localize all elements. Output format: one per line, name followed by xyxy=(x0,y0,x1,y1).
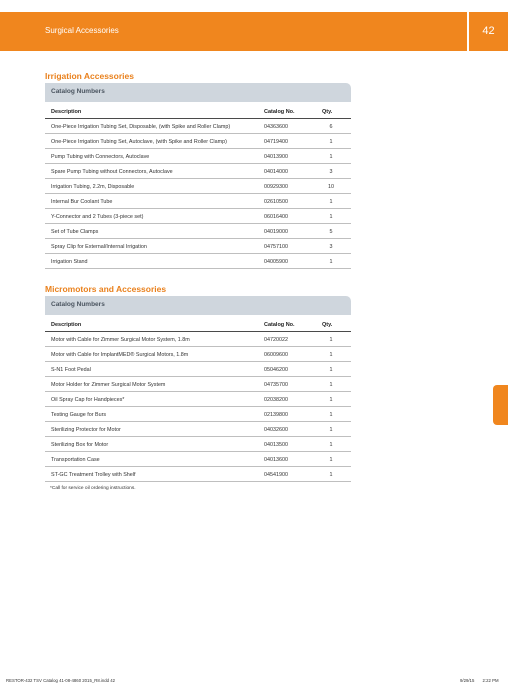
row-description: One-Piece Irrigation Tubing Set, Disposable, (with Spike and Roller Clamp) xyxy=(51,124,231,130)
col-catalog: Catalog No. xyxy=(264,109,295,115)
col-qty: Qty. xyxy=(322,109,333,115)
row-quantity: 1 xyxy=(329,382,333,388)
footer-timestamp xyxy=(460,678,499,683)
table-row xyxy=(45,452,351,467)
catalog-numbers-band xyxy=(45,83,351,102)
footer-time: 2:22 PM xyxy=(482,678,499,683)
row-description: Motor Holder for Zimmer Surgical Motor System xyxy=(51,382,166,388)
row-description: Spray Clip for External/Internal Irrigation xyxy=(51,244,147,250)
row-catalog-number: 04719400 xyxy=(264,139,288,145)
catalog-numbers-band xyxy=(45,296,351,315)
row-description: Oil Spray Cap for Handpieces* xyxy=(51,397,125,403)
table-row xyxy=(45,347,351,362)
page-number-box xyxy=(469,12,508,51)
row-quantity: 1 xyxy=(329,472,333,478)
table-row xyxy=(45,164,351,179)
row-quantity: 1 xyxy=(329,427,333,433)
table-row xyxy=(45,149,351,164)
col-catalog: Catalog No. xyxy=(264,322,295,328)
table-row xyxy=(45,134,351,149)
row-catalog-number: 04013500 xyxy=(264,442,288,448)
row-quantity: 3 xyxy=(329,169,333,175)
row-description: Internal Bur Coolant Tube xyxy=(51,199,113,205)
band-label: Catalog Numbers xyxy=(51,301,105,308)
row-catalog-number: 04032600 xyxy=(264,427,288,433)
row-catalog-number: 06016400 xyxy=(264,214,288,220)
row-description: Spare Pump Tubing without Connectors, Autoclave xyxy=(51,169,173,175)
row-catalog-number: 04019000 xyxy=(264,229,288,235)
row-quantity: 1 xyxy=(329,352,333,358)
row-description: Irrigation Stand xyxy=(51,259,88,265)
table-row xyxy=(45,119,351,134)
table-row xyxy=(45,224,351,239)
row-catalog-number: 00929300 xyxy=(264,184,288,190)
row-catalog-number: 04014000 xyxy=(264,169,288,175)
row-quantity: 1 xyxy=(329,337,333,343)
row-catalog-number: 04013600 xyxy=(264,457,288,463)
row-description: Motor with Cable for Zimmer Surgical Motor System, 1.8m xyxy=(51,337,190,343)
table-row xyxy=(45,467,351,482)
band-label: Catalog Numbers xyxy=(51,88,105,95)
side-tab xyxy=(493,385,508,425)
row-description: Pump Tubing with Connectors, Autoclave xyxy=(51,154,150,160)
row-description: Transportation Case xyxy=(51,457,100,463)
table-row xyxy=(45,437,351,452)
row-quantity: 1 xyxy=(329,397,333,403)
row-quantity: 1 xyxy=(329,199,333,205)
row-quantity: 1 xyxy=(329,457,333,463)
table-row xyxy=(45,239,351,254)
row-description: ST-GC Treatment Trolley with Shelf xyxy=(51,472,136,478)
row-quantity: 5 xyxy=(329,229,333,235)
row-quantity: 10 xyxy=(328,184,334,190)
col-qty: Qty. xyxy=(322,322,333,328)
table-row xyxy=(45,422,351,437)
footer-date: 9/29/15 xyxy=(460,678,475,683)
row-quantity: 3 xyxy=(329,244,333,250)
footnote: *Call for service oil ordering instructions. xyxy=(50,486,136,491)
column-headers xyxy=(45,315,351,332)
row-quantity: 1 xyxy=(329,367,333,373)
row-catalog-number: 02139800 xyxy=(264,412,288,418)
micromotors-title: Micromotors and Accessories xyxy=(45,284,167,294)
row-description: One-Piece Irrigation Tubing Set, Autoclave, (with Spike and Roller Clamp) xyxy=(51,139,227,145)
row-description: Sterilizing Box for Motor xyxy=(51,442,109,448)
table-row xyxy=(45,179,351,194)
row-catalog-number: 04541900 xyxy=(264,472,288,478)
row-catalog-number: 04013900 xyxy=(264,154,288,160)
row-description: Y-Connector and 2 Tubes (3-piece set) xyxy=(51,214,144,220)
irrigation-title: Irrigation Accessories xyxy=(45,71,134,81)
row-quantity: 1 xyxy=(329,214,333,220)
footer-file: RESTOR-432 TSV Catalog 41-08-4860 2015_R8.indd 42 xyxy=(6,678,116,683)
row-quantity: 6 xyxy=(329,124,333,130)
column-headers xyxy=(45,102,351,119)
irrigation-table xyxy=(45,83,351,269)
row-description: Testing Gauge for Burs xyxy=(51,412,107,418)
row-catalog-number: 04757100 xyxy=(264,244,288,250)
col-description: Description xyxy=(51,109,82,115)
table-row xyxy=(45,407,351,422)
table-row xyxy=(45,392,351,407)
row-catalog-number: 04363600 xyxy=(264,124,288,130)
row-catalog-number: 04720022 xyxy=(264,337,288,343)
row-catalog-number: 04735700 xyxy=(264,382,288,388)
row-catalog-number: 02038200 xyxy=(264,397,288,403)
table-row xyxy=(45,377,351,392)
page-number: 42 xyxy=(482,25,495,37)
row-quantity: 1 xyxy=(329,412,333,418)
table-row xyxy=(45,362,351,377)
micromotors-table xyxy=(45,296,351,482)
table-row xyxy=(45,254,351,269)
row-quantity: 1 xyxy=(329,259,333,265)
row-quantity: 1 xyxy=(329,139,333,145)
table-row xyxy=(45,194,351,209)
section-title: Surgical Accessories xyxy=(45,26,119,35)
table-row xyxy=(45,209,351,224)
row-catalog-number: 05046200 xyxy=(264,367,288,373)
table-row xyxy=(45,332,351,347)
row-catalog-number: 06009600 xyxy=(264,352,288,358)
row-description: Irrigation Tubing, 2.2m, Disposable xyxy=(51,184,135,190)
header-bar xyxy=(0,12,467,51)
col-description: Description xyxy=(51,322,82,328)
row-quantity: 1 xyxy=(329,154,333,160)
row-description: S-N1 Foot Pedal xyxy=(51,367,91,373)
row-catalog-number: 04005900 xyxy=(264,259,288,265)
row-description: Motor with Cable for ImplantMED® Surgical Motors, 1.8m xyxy=(51,352,189,358)
row-quantity: 1 xyxy=(329,442,333,448)
row-description: Set of Tube Clamps xyxy=(51,229,99,235)
row-description: Sterilizing Protector for Motor xyxy=(51,427,121,433)
row-catalog-number: 02610500 xyxy=(264,199,288,205)
